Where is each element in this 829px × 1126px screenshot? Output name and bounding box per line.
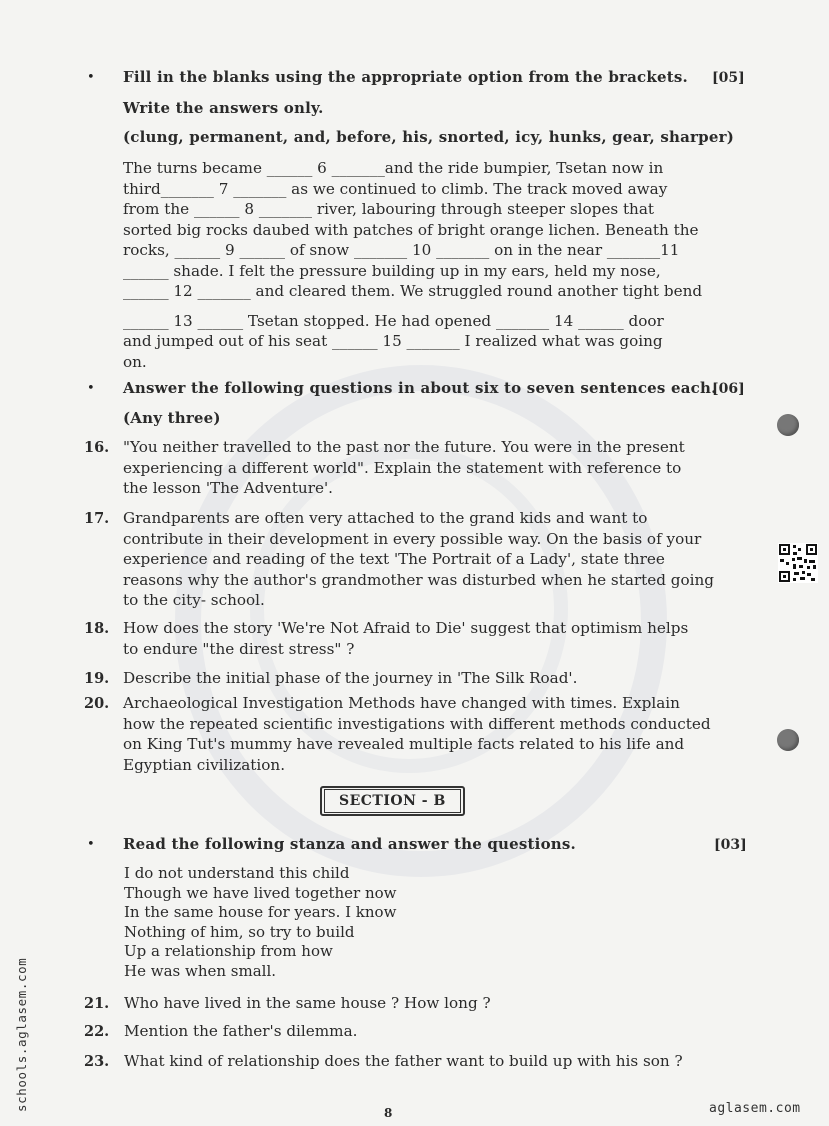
passage-line: and jumped out of his seat ______ 15 _______ I realized what was going	[123, 332, 663, 350]
question-text: Mention the father's dilemma.	[124, 1022, 358, 1040]
questions-instruction: Answer the following questions in about six to seven sentences each.	[123, 379, 717, 397]
binder-hole	[777, 729, 799, 751]
stanza-line: He was when small.	[124, 961, 277, 980]
marks-label: [03]	[714, 837, 747, 853]
question-text	[123, 693, 711, 775]
question-line: to the city- school.	[123, 591, 265, 609]
question-text	[123, 508, 715, 611]
passage-line: third_______ 7 _______ as we continued to climb. The track moved away	[123, 179, 668, 198]
question-line: Describe the initial phase of the journey in 'The Silk Road'.	[123, 669, 578, 687]
question-number: 21.	[84, 995, 110, 1012]
question-text: What kind of relationship does the father want to build up with his son ?	[124, 1052, 683, 1070]
stanza	[124, 864, 396, 982]
marks-label: [05]	[712, 70, 745, 86]
question-number: 17.	[84, 510, 110, 527]
bullet: •	[87, 837, 95, 852]
question-number: 18.	[84, 620, 110, 637]
qr-code-icon	[778, 543, 818, 583]
passage-line: on.	[123, 352, 147, 371]
any-three-label: (Any three)	[123, 409, 221, 427]
question-line: contribute in their development in every possible way. On the basis of your	[123, 529, 702, 548]
passage	[123, 158, 703, 372]
question-line: how the repeated scientific investigations with different methods conducted	[123, 714, 711, 733]
question-line: experience and reading of the text 'The Portrait of a Lady', state three	[123, 550, 665, 568]
question-line: "You neither travelled to the past nor the future. You were in the present	[123, 438, 685, 456]
stanza-line: Though we have lived together now	[124, 883, 397, 902]
stanza-line: Up a relationship from how	[124, 942, 333, 961]
section-b-title: SECTION - B	[324, 789, 461, 813]
passage-line: rocks, ______ 9 ______ of snow _______ 10 _______ on in the near _______11	[123, 241, 680, 259]
stanza-line: Nothing of him, so try to build	[124, 922, 355, 941]
stanza-instruction: Read the following stanza and answer the questions.	[123, 835, 576, 853]
question-line: to endure "the direst stress" ?	[123, 639, 355, 658]
page-number: 8	[384, 1106, 393, 1120]
passage-line: ______ 13 ______ Tsetan stopped. He had opened _______ 14 ______ door	[123, 311, 664, 330]
question-text	[123, 618, 703, 659]
question-line: Grandparents are often very attached to the grand kids and want to	[123, 509, 648, 527]
section-b-heading	[320, 786, 465, 816]
question-number: 19.	[84, 670, 110, 687]
question-number: 23.	[84, 1053, 110, 1070]
question-text: Who have lived in the same house ? How long ?	[124, 994, 491, 1012]
passage-line: sorted big rocks daubed with patches of bright orange lichen. Beneath the	[123, 220, 699, 239]
footer-watermark: aglasem.com	[709, 1101, 801, 1116]
passage-line: ______ shade. I felt the pressure building up in my ears, held my nose,	[123, 261, 661, 280]
question-line: reasons why the author's grandmother was disturbed when he started going	[123, 570, 715, 589]
bullet: •	[87, 381, 95, 396]
question-number: 22.	[84, 1023, 110, 1040]
sub-instruction: Write the answers only.	[123, 99, 324, 117]
question-line: Archaeological Investigation Methods have changed with times. Explain	[123, 694, 680, 712]
question-number: 16.	[84, 439, 110, 456]
question-line: Egyptian civilization.	[123, 755, 286, 774]
fill-blanks-instruction: Fill in the blanks using the appropriate option from the brackets.	[123, 68, 688, 86]
stanza-line: I do not understand this child	[124, 864, 350, 882]
passage-line: ______ 12 _______ and cleared them. We struggled round another tight bend	[123, 282, 703, 300]
question-text	[123, 437, 703, 499]
question-line: experiencing a different world". Explain the statement with reference to	[123, 458, 682, 477]
side-watermark: schools.aglasem.com	[14, 957, 29, 1112]
marks-label: [06]	[712, 381, 745, 397]
binder-hole	[777, 414, 799, 436]
bullet: •	[87, 70, 95, 85]
question-line: How does the story 'We're Not Afraid to Die' suggest that optimism helps	[123, 619, 689, 637]
question-line: on King Tut's mummy have revealed multiple facts related to his life and	[123, 735, 685, 753]
question-number: 20.	[84, 695, 110, 712]
question-line: the lesson 'The Adventure'.	[123, 479, 333, 497]
passage-line: The turns became ______ 6 _______and the ride bumpier, Tsetan now in	[123, 159, 664, 177]
question-text	[123, 668, 703, 689]
stanza-line: In the same house for years. I know	[124, 903, 397, 922]
passage-line: from the ______ 8 _______ river, labouring through steeper slopes that	[123, 200, 654, 218]
options-list: (clung, permanent, and, before, his, snorted, icy, hunks, gear, sharper)	[123, 128, 734, 146]
